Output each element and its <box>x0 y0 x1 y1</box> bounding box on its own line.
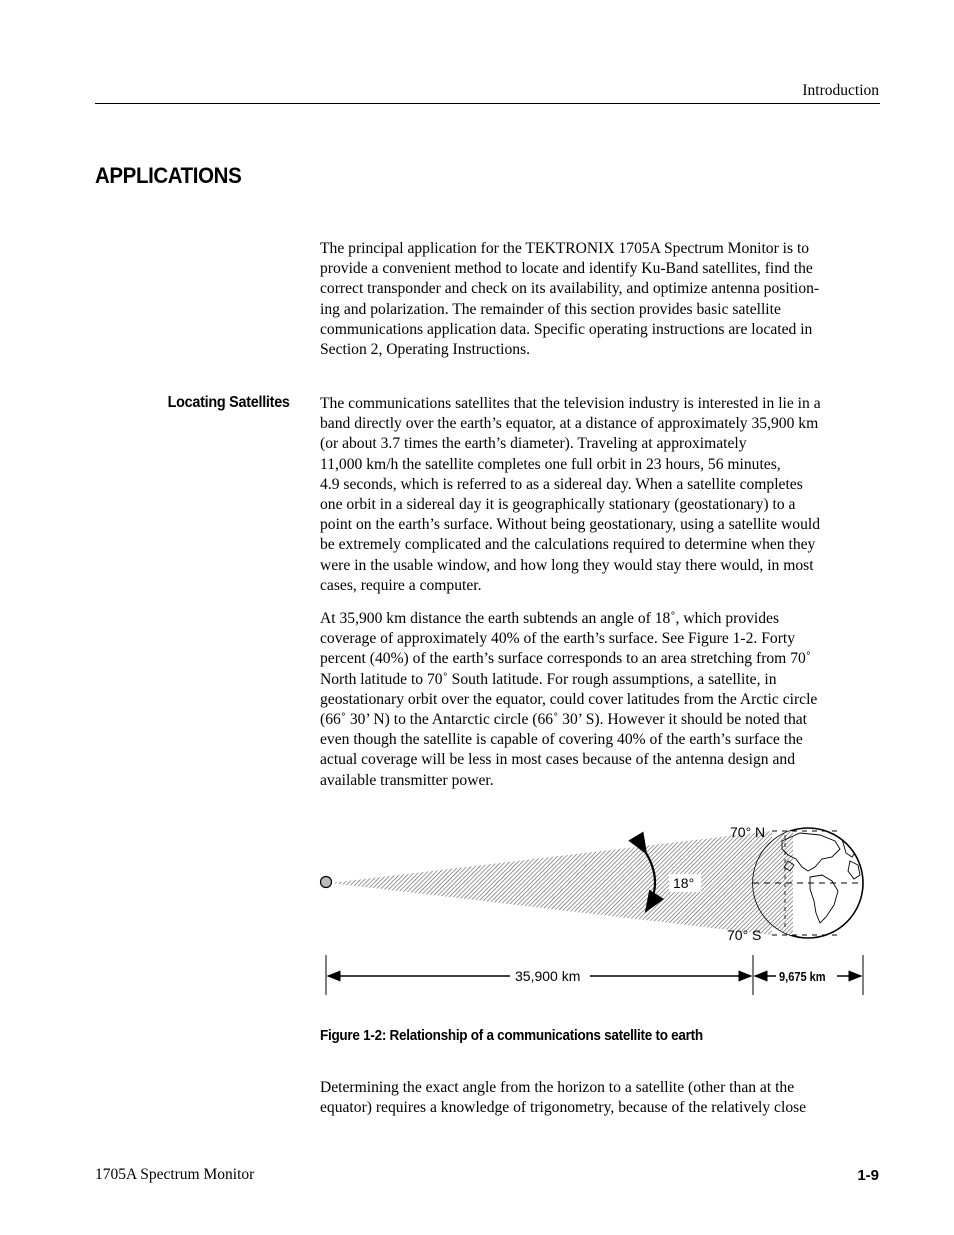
page-number: 1-9 <box>857 1167 879 1184</box>
closing-paragraph <box>320 1078 880 1118</box>
text-line: band directly over the earth’s equator, at a distance of approximately 35,900 km <box>320 415 819 433</box>
figure-satellite-earth <box>310 815 880 1005</box>
text-line: actual coverage will be less in most cases because of the antenna design and <box>320 751 796 769</box>
section-title: APPLICATIONS <box>95 163 242 188</box>
text-line: (or about 3.7 times the earth’s diameter). Traveling at approximately <box>320 435 747 453</box>
text-line: The communications satellites that the television industry is interested in lie in a <box>320 395 821 412</box>
text-line: provide a convenient method to locate and identify Ku-Band satellites, find the <box>320 260 813 278</box>
text-line: 11,000 km/h the satellite completes one full orbit in 23 hours, 56 minutes, <box>320 455 781 473</box>
text-line: available transmitter power. <box>320 771 494 789</box>
south-latitude-label: 70° S <box>727 927 762 943</box>
text-line: were in the usable window, and how long they would stay there would, in most <box>320 556 814 574</box>
text-line: (66˚ 30’ N) to the Antarctic circle (66˚ 30’ S). However it should be noted that <box>320 711 808 729</box>
text-line: 4.9 seconds, which is referred to as a sidereal day. When a satellite completes <box>320 475 803 493</box>
text-line: percent (40%) of the earth’s surface corresponds to an area stretching from 70˚ <box>320 650 811 668</box>
text-line: Determining the exact angle from the horizon to a satellite (other than at the <box>320 1079 795 1096</box>
text-line: ing and polarization. The remainder of this section provides basic satellite <box>320 300 781 318</box>
text-line: The principal application for the TEKTRONIX 1705A Spectrum Monitor is to <box>320 240 810 257</box>
text-line: equator) requires a knowledge of trigonometry, because of the relatively close <box>320 1099 807 1117</box>
text-line: At 35,900 km distance the earth subtends an angle of 18˚, which provides <box>320 610 780 627</box>
text-line: North latitude to 70˚ South latitude. For rough assumptions, a satellite, in <box>320 670 777 688</box>
text-line: geostationary orbit over the equator, could cover latitudes from the Arctic circle <box>320 690 818 708</box>
distance-label: 35,900 km <box>515 968 581 984</box>
intro-paragraph <box>320 239 880 360</box>
footer-title: 1705A Spectrum Monitor <box>95 1166 255 1183</box>
text-line: one orbit in a sidereal day it is geographically stationary (geostationary) to a <box>320 496 796 514</box>
locating-satellites-heading: Locating Satellites <box>167 394 290 411</box>
text-line: point on the earth’s surface. Without being geostationary, using a satellite would <box>320 516 820 534</box>
header-rule <box>95 103 880 104</box>
locating-paragraph-2 <box>320 609 880 791</box>
running-header: Introduction <box>802 82 879 99</box>
text-line: Section 2, Operating Instructions. <box>320 341 531 359</box>
angle-label: 18° <box>673 875 695 891</box>
figure-diagram <box>310 815 880 1005</box>
coverage-cone <box>330 831 772 935</box>
diameter-label: 9,675 km <box>779 969 826 985</box>
satellite-icon <box>321 877 332 888</box>
earth-globe <box>753 828 863 938</box>
north-latitude-label: 70° N <box>730 824 766 840</box>
text-line: be extremely complicated and the calculations required to determine when they <box>320 536 816 554</box>
text-line: coverage of approximately 40% of the earth’s surface. See Figure 1-2. Forty <box>320 630 796 648</box>
text-line: cases, require a computer. <box>320 576 482 594</box>
text-line: communications application data. Specific operating instructions are located in <box>320 320 813 338</box>
text-line: correct transponder and check on its availability, and optimize antenna position- <box>320 280 820 298</box>
locating-paragraph-1 <box>320 394 880 596</box>
figure-caption: Figure 1-2: Relationship of a communications satellite to earth <box>320 1027 703 1044</box>
text-line: even though the satellite is capable of covering 40% of the earth’s surface the <box>320 731 803 749</box>
